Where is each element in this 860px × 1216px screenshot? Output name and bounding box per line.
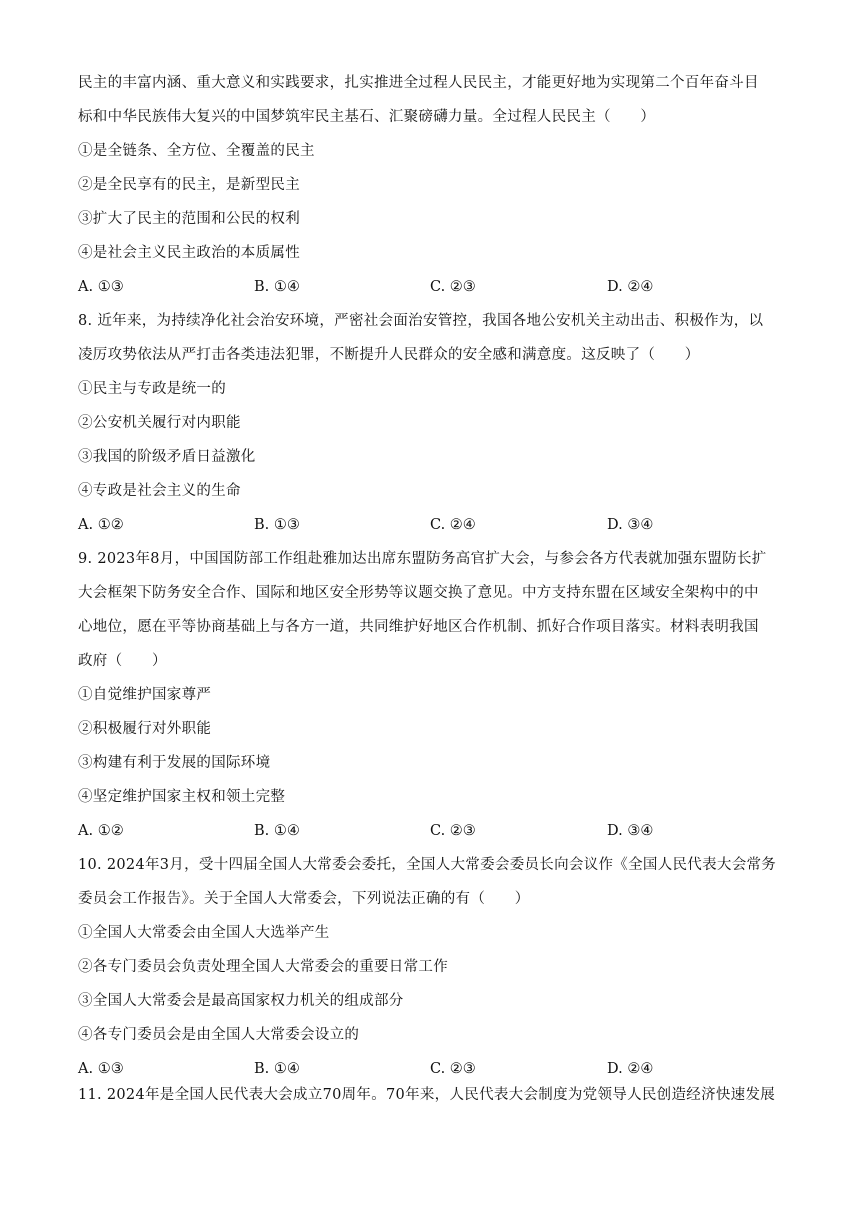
question-7-choice-d: D. ②④ (607, 279, 654, 295)
question-9-choice-a: A. ①② (78, 823, 124, 839)
question-8-choice-b: B. ①③ (254, 517, 300, 533)
question-10-option-2: ②各专门委员会负责处理全国人大常委会的重要日常工作 (78, 959, 448, 975)
question-10-choices (78, 1059, 783, 1079)
question-9-stem-line-4: 政府（ ） (78, 653, 167, 669)
question-9-option-3: ③构建有利于发展的国际环境 (78, 755, 271, 771)
question-10-option-4: ④各专门委员会是由全国人大常委会设立的 (78, 1027, 360, 1043)
question-8-stem-line-2: 凌厉攻势依法从严打击各类违法犯罪，不断提升人民群众的安全感和满意度。这反映了（ ） (78, 347, 700, 363)
question-9-stem-line-3: 心地位，愿在平等协商基础上与各方一道，共同维护好地区合作机制、抓好合作项目落实。材料表明我国 (78, 619, 759, 635)
question-8-option-1: ①民主与专政是统一的 (78, 381, 226, 397)
question-8-choice-d: D. ③④ (607, 517, 654, 533)
question-7-stem-line-1: 民主的丰富内涵、重大意义和实践要求，扎实推进全过程人民民主，才能更好地为实现第二个百年奋斗目 (78, 75, 759, 91)
question-7-choice-c: C. ②③ (430, 279, 476, 295)
question-11-stem-line-1: 11. 2024年是全国人民代表大会成立70周年。70年来，人民代表大会制度为党领导人民创造经济快速发展 (78, 1087, 776, 1103)
question-9-choice-c: C. ②③ (430, 823, 476, 839)
question-9-option-2: ②积极履行对外职能 (78, 721, 212, 737)
question-10-option-3: ③全国人大常委会是最高国家权力机关的组成部分 (78, 993, 404, 1009)
question-7-choices (78, 277, 783, 297)
question-7-option-1: ①是全链条、全方位、全覆盖的民主 (78, 143, 315, 159)
question-9-choice-b: B. ①④ (254, 823, 300, 839)
question-8-option-3: ③我国的阶级矛盾日益激化 (78, 449, 256, 465)
question-8-option-2: ②公安机关履行对内职能 (78, 415, 241, 431)
question-8-choices (78, 515, 783, 535)
question-10-stem-line-2: 委员会工作报告》。关于全国人大常委会，下列说法正确的有（ ） (78, 891, 530, 907)
question-10-option-1: ①全国人大常委会由全国人大选举产生 (78, 925, 330, 941)
question-10-choice-a: A. ①③ (78, 1061, 124, 1077)
question-9-option-1: ①自觉维护国家尊严 (78, 687, 212, 703)
question-10-stem-line-1: 10. 2024年3月，受十四届全国人大常委会委托，全国人大常委会委员长向会议作《全国人民代表大会常务 (78, 857, 777, 873)
question-8-option-4: ④专政是社会主义的生命 (78, 483, 241, 499)
question-9-choices (78, 821, 783, 841)
question-9-stem-line-2: 大会框架下防务安全合作、国际和地区安全形势等议题交换了意见。中方支持东盟在区域安全架构中的中 (78, 585, 759, 601)
question-8-stem-line-1: 8. 近年来，为持续净化社会治安环境，严密社会面治安管控，我国各地公安机关主动出击、积极作为，以 (78, 313, 764, 329)
question-10-choice-c: C. ②③ (430, 1061, 476, 1077)
question-8-choice-c: C. ②④ (430, 517, 476, 533)
question-7-stem-line-2: 标和中华民族伟大复兴的中国梦筑牢民主基石、汇聚磅礴力量。全过程人民民主（ ） (78, 109, 656, 125)
question-7-option-2: ②是全民享有的民主，是新型民主 (78, 177, 300, 193)
question-9-choice-d: D. ③④ (607, 823, 654, 839)
question-7-option-3: ③扩大了民主的范围和公民的权利 (78, 211, 300, 227)
question-7-choice-a: A. ①③ (78, 279, 124, 295)
question-9-stem-line-1: 9. 2023年8月，中国国防部工作组赴雅加达出席东盟防务高官扩大会，与参会各方代表就加强东盟防长扩 (78, 551, 767, 567)
question-9-option-4: ④坚定维护国家主权和领土完整 (78, 789, 286, 805)
question-10-choice-b: B. ①④ (254, 1061, 300, 1077)
question-7-option-4: ④是社会主义民主政治的本质属性 (78, 245, 300, 261)
question-8-choice-a: A. ①② (78, 517, 124, 533)
question-7-choice-b: B. ①④ (254, 279, 300, 295)
question-10-choice-d: D. ②④ (607, 1061, 654, 1077)
